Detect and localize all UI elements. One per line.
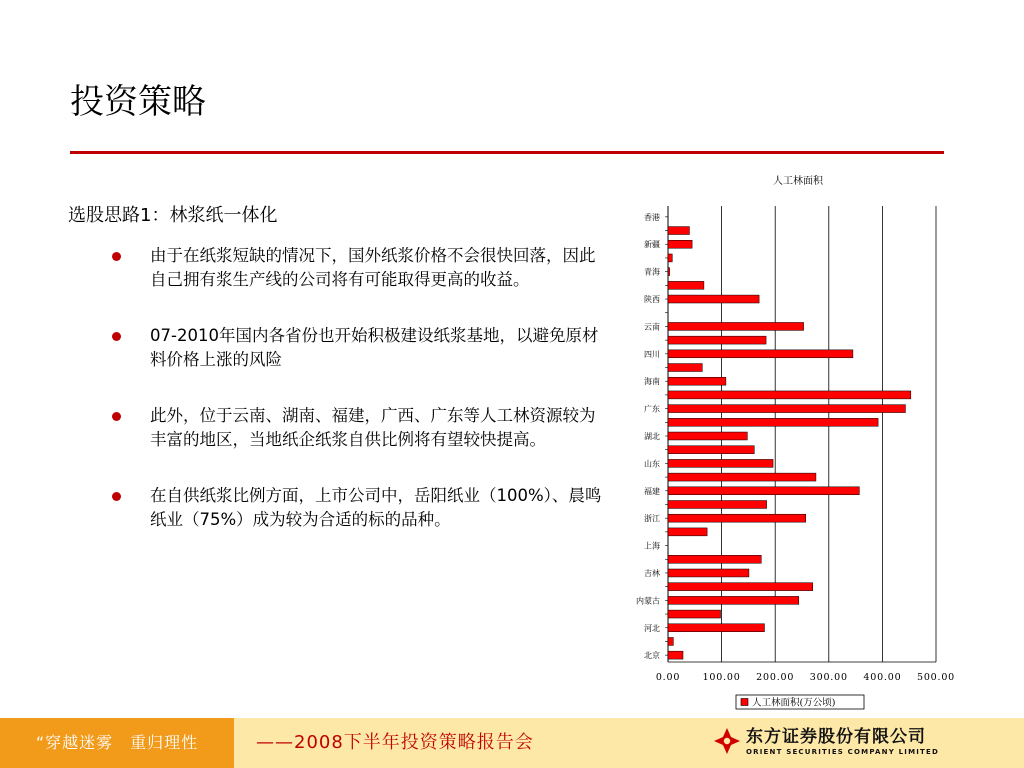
- y-tick-label: 山东: [644, 459, 660, 469]
- y-tick-label: 福建: [644, 486, 660, 496]
- bar: [668, 240, 692, 248]
- bar: [668, 528, 707, 536]
- y-tick-label: 新疆: [644, 240, 660, 250]
- title-divider: [70, 151, 944, 154]
- bar: [668, 624, 764, 632]
- bar: [668, 473, 816, 481]
- x-tick-label: 100.00: [702, 672, 741, 683]
- bar: [668, 487, 859, 495]
- bar: [668, 651, 683, 659]
- section-subtitle: 选股思路1：林浆纸一体化: [68, 205, 278, 226]
- x-tick-label: 500.00: [916, 672, 956, 683]
- y-tick-label: 云南: [644, 322, 660, 332]
- footer-event-title: ——2008下半年投资策略报告会: [256, 732, 534, 753]
- y-tick-label: 广东: [644, 404, 660, 414]
- page-title: 投资策略: [70, 82, 206, 122]
- bar: [668, 555, 761, 563]
- legend-label: 人工林面积(万公顷): [752, 697, 836, 709]
- y-tick-label: 上海: [644, 541, 660, 551]
- bullet-text: 在自供纸浆比例方面，上市公司中，岳阳纸业（100%）、晨鸣纸业（75%）成为较为合适的标的品种。: [150, 486, 602, 529]
- chart-title: 人工林面积: [773, 176, 823, 187]
- bar: [668, 405, 905, 413]
- bullet-text: 由于在纸浆短缺的情况下，国外纸浆价格不会很快回落，因此自己拥有浆生产线的公司将有可能取得更高的收益。: [150, 246, 596, 289]
- bullet-list: [112, 244, 602, 564]
- y-tick-label: 吉林: [644, 568, 660, 578]
- y-tick-label: 陕西: [644, 295, 660, 305]
- y-tick-label: 香港: [644, 212, 660, 222]
- bullet-item: [112, 324, 602, 372]
- bar: [668, 295, 759, 303]
- bullet-dot-icon: [112, 412, 121, 421]
- bar: [668, 268, 670, 276]
- company-name-cn: 东方证券股份有限公司: [746, 727, 926, 747]
- bar: [668, 322, 804, 330]
- bullet-item: [112, 244, 602, 292]
- bar: [668, 254, 672, 262]
- bar: [668, 377, 726, 385]
- bar: [668, 432, 747, 440]
- bullet-text: 07-2010年国内各省份也开始积极建设纸浆基地，以避免原材料价格上涨的风险: [150, 326, 599, 369]
- legend-swatch: [741, 699, 748, 706]
- bar: [668, 350, 853, 358]
- company-logo: [712, 726, 940, 760]
- footer-bar: [0, 718, 1024, 768]
- bar: [668, 446, 754, 454]
- bar: [668, 336, 766, 344]
- y-tick-label: 四川: [644, 349, 660, 359]
- chart-legend: [736, 695, 864, 709]
- bar-chart-svg: [610, 170, 990, 715]
- bar: [668, 637, 673, 645]
- bullet-dot-icon: [112, 332, 121, 341]
- bar: [668, 569, 749, 577]
- y-tick-label: 北京: [644, 651, 660, 661]
- bar: [668, 364, 702, 372]
- bullet-item: [112, 484, 602, 532]
- y-tick-label: 海南: [644, 377, 660, 387]
- bar: [668, 514, 806, 522]
- bullet-dot-icon: [112, 252, 121, 261]
- y-tick-label: 内蒙古: [636, 596, 660, 606]
- bar: [668, 501, 767, 509]
- x-tick-label: 300.00: [809, 672, 848, 683]
- bar: [668, 459, 773, 467]
- bar: [668, 610, 721, 618]
- bullet-dot-icon: [112, 492, 121, 501]
- company-name-en: ORIENT SECURITIES COMPANY LIMITED: [746, 748, 940, 756]
- bullet-item: [112, 404, 602, 452]
- bullet-text: 此外，位于云南、湖南、福建，广西、广东等人工林资源较为丰富的地区，当地纸企纸浆自供比例将有望较快提高。: [150, 406, 596, 449]
- company-logo-icon: [712, 726, 742, 756]
- y-tick-label: 河北: [644, 623, 660, 633]
- bar: [668, 596, 799, 604]
- plantation-area-chart: [610, 170, 990, 715]
- y-tick-label: 青海: [644, 267, 660, 277]
- x-tick-label: 200.00: [756, 672, 795, 683]
- bar: [668, 583, 813, 591]
- bar: [668, 391, 911, 399]
- y-tick-label: 浙江: [644, 514, 660, 524]
- footer-slogan: “穿越迷雾 重归理性: [0, 718, 234, 768]
- bar: [668, 227, 689, 235]
- bar: [668, 281, 704, 289]
- x-tick-label: 0.00: [655, 672, 681, 683]
- bar: [668, 418, 878, 426]
- x-tick-label: 400.00: [863, 672, 902, 683]
- y-tick-label: 湖北: [644, 432, 660, 441]
